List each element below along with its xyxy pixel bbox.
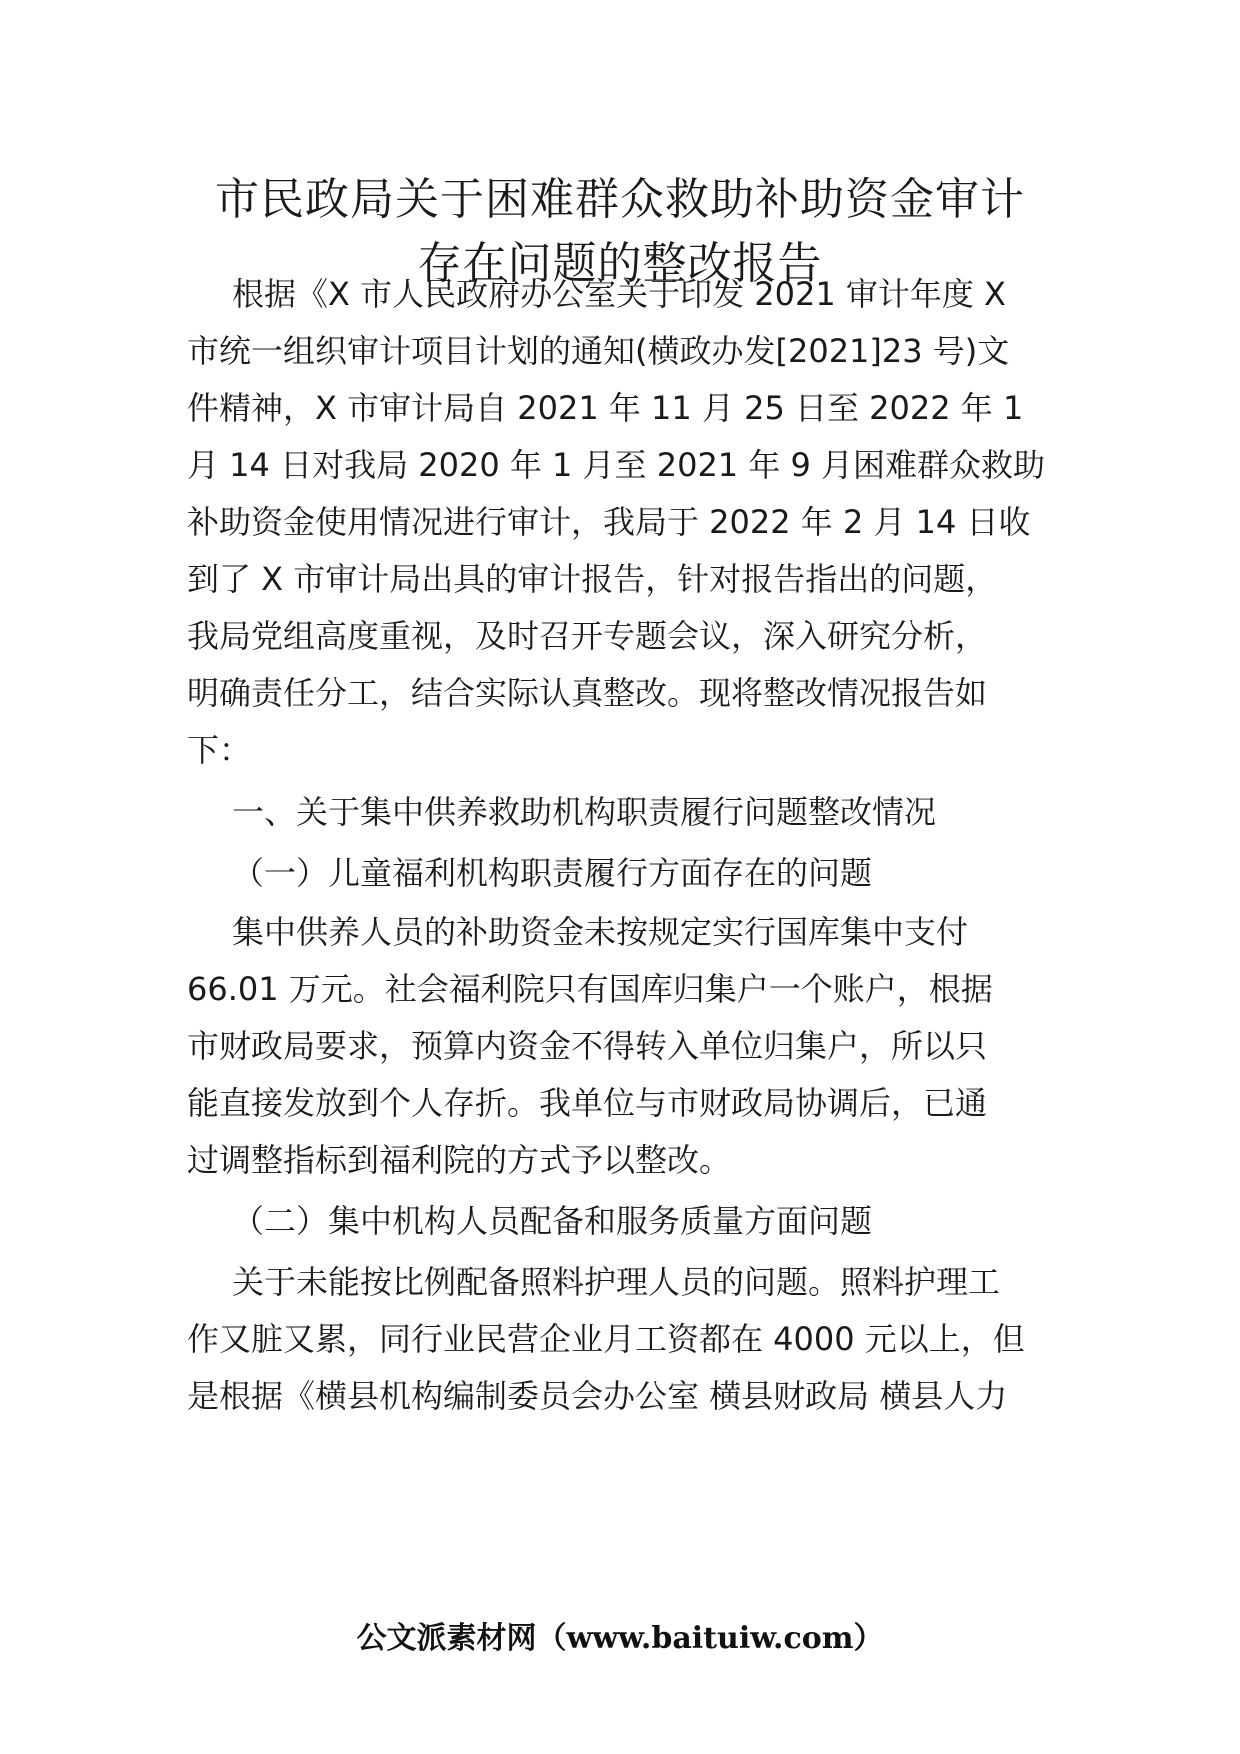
document-title-line-1: 市民政局关于困难群众救助补助资金审计	[215, 174, 1025, 225]
body-line: 市财政局要求，预算内资金不得转入单位归集户，所以只	[187, 1027, 988, 1065]
document-title-line-2: 存在问题的整改报告	[417, 238, 823, 289]
body-line: 66.01 万元。社会福利院只有国库归集户一个账户，根据	[187, 970, 993, 1008]
footer-watermark-text: 公文派素材网（www.baituiw.com）	[356, 1621, 884, 1656]
subsection-heading: （二）集中机构人员配备和服务质量方面问题	[232, 1202, 873, 1240]
body-line: 月 14 日对我局 2020 年 1 月至 2021 年 9 月困难群众救助	[187, 446, 1046, 484]
subsection-heading: （一）儿童福利机构职责履行方面存在的问题	[232, 854, 873, 892]
body-line: 补助资金使用情况进行审计，我局于 2022 年 2 月 14 日收	[187, 503, 1031, 541]
body-line: 到了 X 市审计局出具的审计报告，针对报告指出的问题，	[187, 560, 998, 598]
body-line: 件精神，X 市审计局自 2021 年 11 月 25 日至 2022 年 1	[187, 389, 1024, 427]
body-line: 关于未能按比例配备照料护理人员的问题。照料护理工	[232, 1263, 1001, 1301]
body-line: 是根据《横县机构编制委员会办公室 横县财政局 横县人力	[187, 1377, 1008, 1415]
body-line: 能直接发放到个人存折。我单位与市财政局协调后，已通	[187, 1084, 988, 1122]
body-line: 作又脏又累，同行业民营企业月工资都在 4000 元以上，但	[187, 1320, 1025, 1358]
section-heading: 一、关于集中供养救助机构职责履行问题整改情况	[232, 793, 937, 831]
body-line: 下：	[187, 731, 252, 769]
body-line: 我局党组高度重视，及时召开专题会议，深入研究分析，	[187, 617, 988, 655]
body-line: 明确责任分工，结合实际认真整改。现将整改情况报告如	[187, 674, 988, 712]
body-line: 根据《X 市人民政府办公室关于印发 2021 审计年度 X	[232, 275, 1006, 313]
body-line: 过调整指标到福利院的方式予以整改。	[187, 1141, 732, 1179]
body-line: 集中供养人员的补助资金未按规定实行国库集中支付	[232, 913, 969, 951]
body-line: 市统一组织审计项目计划的通知(横政办发[2021]23 号)文	[187, 332, 1010, 370]
